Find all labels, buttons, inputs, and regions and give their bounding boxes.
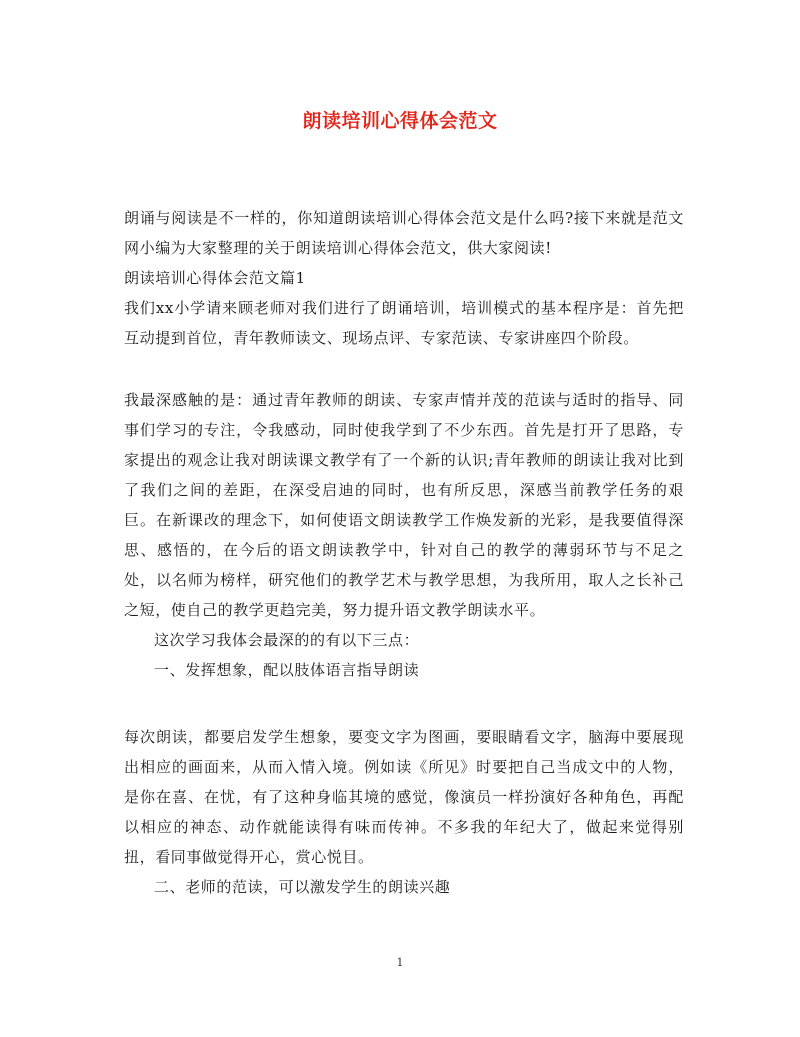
main-block: [124, 385, 684, 685]
document-title: 朗读培训心得体会范文: [302, 110, 498, 132]
point-1-heading: 一、发挥想象，配以肢体语言指导朗读: [154, 661, 420, 679]
paragraph-2: 我最深感触的是：通过青年教师的朗读、专家声情并茂的范读与适时的指导、同事们学习的专注，令我感动，同时使我学到了不少东西。首先是打开了思路，专家提出的观念让我对朗读课文教学有了一个新的认识;青年教师的朗读让我对比到了我们之间的差距，在深受启迪的同时，也有所反思，深感当前教学任务的艰巨。在新课改的理念下，如何使语文朗读教学工作焕发新的光彩，是我要值得深思、感悟的，在今后的语文朗读教学中，针对自己的教学的薄弱环节与不足之处，以名师为榜样，研究他们的教学艺术与教学思想，为我所用，取人之长补己之短，使自己的教学更趋完美，努力提升语文教学朗读水平。: [124, 391, 684, 619]
paragraph-1: 我们xx小学请来顾老师对我们进行了朗诵培训，培训模式的基本程序是：首先把互动提到首位，青年教师读文、现场点评、专家范读、专家讲座四个阶段。: [124, 299, 684, 347]
section-heading: 朗读培训心得体会范文篇1: [124, 269, 306, 287]
intro-block: [124, 203, 684, 353]
point-block: [124, 722, 684, 902]
paragraph-4: 每次朗读，都要启发学生想象，要变文字为图画，要眼睛看文字，脑海中要展现出相应的画面来，从而入情入境。例如读《所见》时要把自己当成文中的人物，是你在喜、在忧，有了这种身临其境的感觉，像演员一样扮演好各种角色，再配以相应的神态、动作就能读得有味而传神。不多我的年纪大了，做起来觉得别扭，看同事做觉得开心，赏心悦目。: [124, 728, 684, 866]
intro-paragraph: 朗诵与阅读是不一样的，你知道朗读培训心得体会范文是什么吗?接下来就是范文网小编为大家整理的关于朗读培训心得体会范文，供大家阅读!: [124, 209, 684, 257]
point-2-heading: 二、老师的范读，可以激发学生的朗读兴趣: [154, 878, 451, 896]
paragraph-3: 这次学习我体会最深的的有以下三点：: [154, 631, 420, 649]
page-number: 1: [396, 956, 404, 969]
